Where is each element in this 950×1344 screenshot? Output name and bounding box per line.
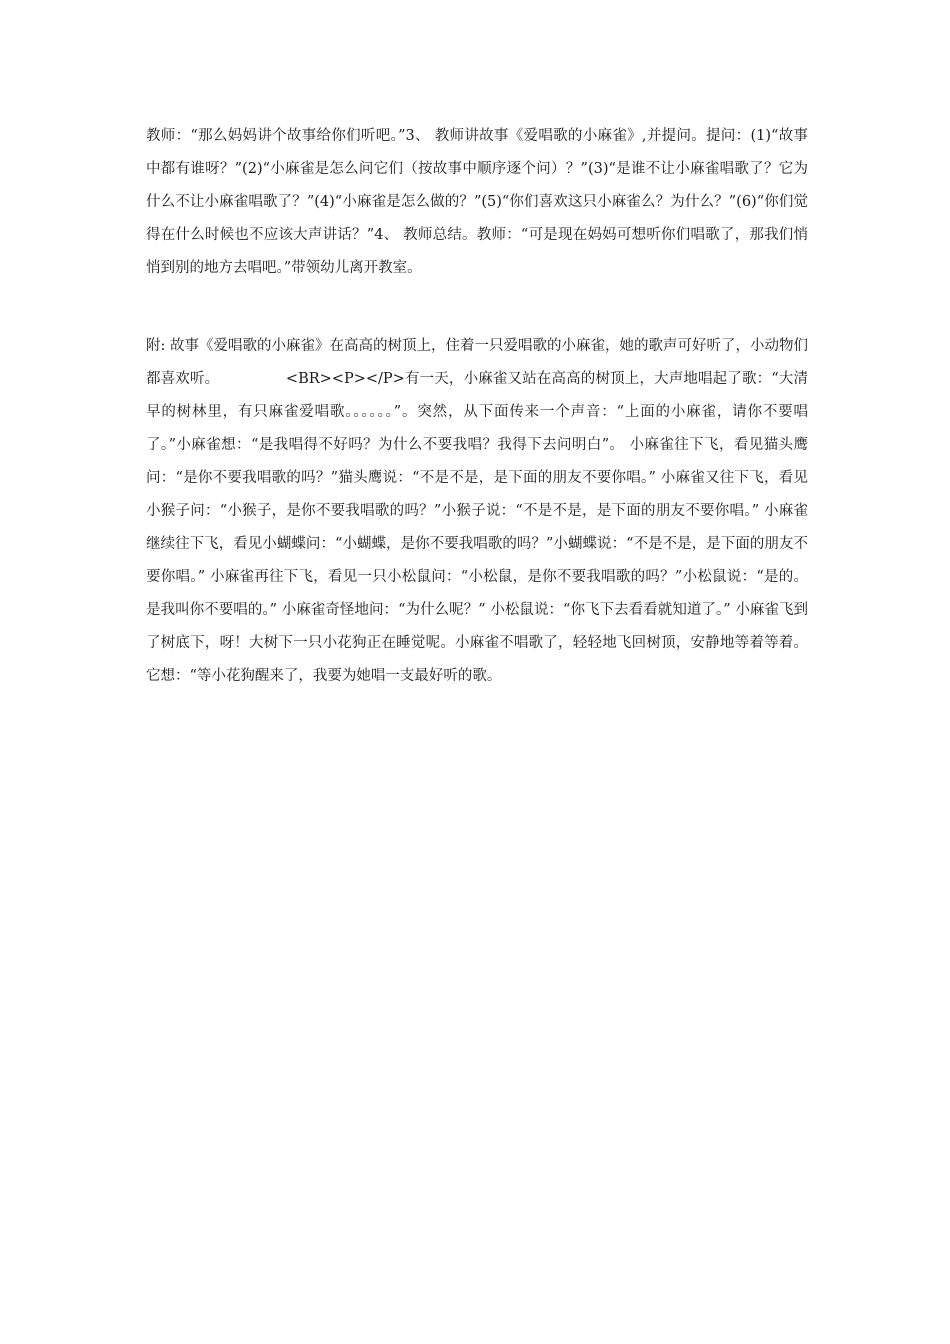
paragraph-story: 附: 故事《爱唱歌的小麻雀》在高高的树顶上，住着一只爱唱歌的小麻雀，她的歌声可好听了，小动物们都喜欢听。 <BR><P></P>有一天，小麻雀又站在高高的树顶上，大声地唱起了歌：“大清早的树林里，有只麻雀爱唱歌。。。。。。”。突然，从下面传来一个声音：“上面的小麻雀，请你不要唱了。”小麻雀想：“是我唱得不好吗？为什么不要我唱？我得下去问明白”。 小麻雀往下飞，看见猫头鹰问：“是你不要我唱歌的吗？”猫头鹰说：“不是不是，是下面的朋友不要你唱。” 小麻雀又往下飞，看见小猴子问：“小猴子，是你不要我唱歌的吗？”小猴子说：“不是不是，是下面的朋友不要你唱。” 小麻雀继续往下飞，看见小蝴蝶问：“小蝴蝶，是你不要我唱歌的吗？”小蝴蝶说：“不是不是，是下面的朋友不要你唱。” 小麻雀再往下飞，看见一只小松鼠问：“小松鼠，是你不要我唱歌的吗？”小松鼠说：“是的。是我叫你不要唱的。” 小麻雀奇怪地问：“为什么呢？” 小松鼠说：“你飞下去看看就知道了。” 小麻雀飞到了树底下，呀！大树下一只小花狗正在睡觉呢。小麻雀不唱歌了，轻轻地飞回树顶，安静地等着等着。它想：“等小花狗醒来了，我要为她唱一支最好听的歌。 <box>146 338 808 684</box>
paragraph-lesson-questions: 教师：“那么妈妈讲个故事给你们听吧。”3、 教师讲故事《爱唱歌的小麻雀》,并提问。提问：(1)“故事中都有谁呀？”(2)“小麻雀是怎么问它们（按故事中顺序逐个问）？”(3)“是谁不让小麻雀唱歌了？它为什么不让小麻雀唱歌了？”(4)“小麻雀是怎么做的？”(5)“你们喜欢这只小麻雀么？为什么？”(6)“你们觉得在什么时候也不应该大声讲话？”4、 教师总结。教师：“可是现在妈妈可想听你们唱歌了，那我们悄悄到别的地方去唱吧。”带领幼儿离开教室。 <box>146 128 808 276</box>
